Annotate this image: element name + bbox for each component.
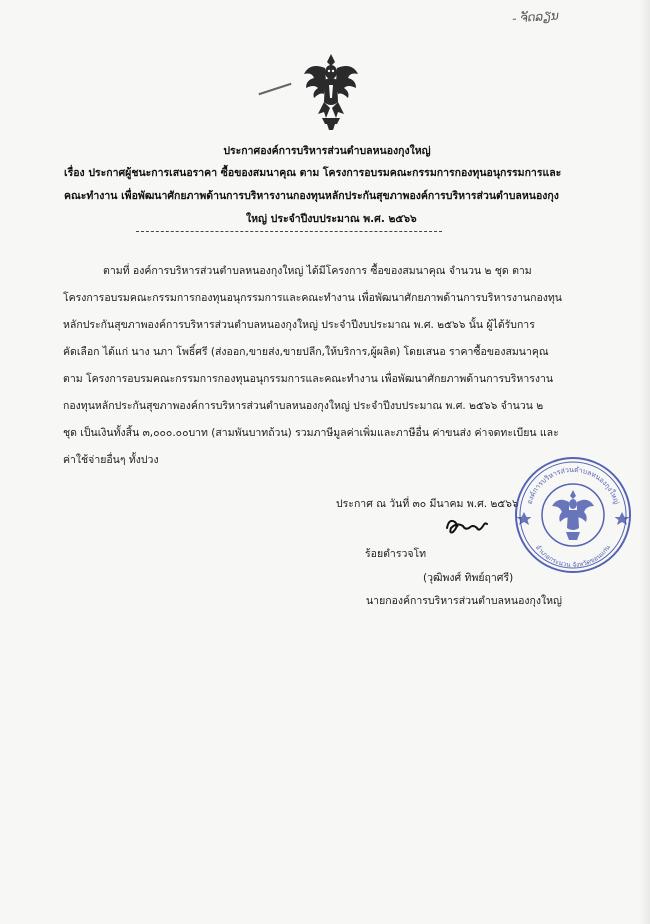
body-line-5: ตาม โครงการอบรมคณะกรรมการกองทุนอนุกรรมการและคณะทำงาน เพื่อพัฒนาศักยภาพด้านการบริหารงาน <box>63 373 554 385</box>
body-line-8: ค่าใช้จ่ายอื่นๆ ทั้งปวง <box>63 454 159 466</box>
garuda-emblem-icon <box>300 52 362 132</box>
body-line-1: ตามที่ องค์การบริหารส่วนตำบลหนองกุงใหญ่ ได้มีโครงการ ซื้อของสมนาคุณ จำนวน ๒ ชุด ตาม <box>103 265 532 277</box>
org-title: ประกาศองค์การบริหารส่วนตำบลหนองกุงใหญ่ <box>223 145 431 157</box>
signer-rank: ร้อยตำรวจโท <box>365 548 427 560</box>
subject-line-1: เรื่อง ประกาศผู้ชนะการเสนอราคา ซื้อของสมนาคุณ ตาม โครงการอบรมคณะกรรมการกองทุนอนุกรรมการและ <box>64 167 562 179</box>
handwritten-note: - ຈັດລຽນ <box>511 8 560 26</box>
announcement-date: ประกาศ ณ วันที่ ๓๐ มีนาคม พ.ศ. ๒๕๖๖ <box>336 498 519 510</box>
svg-text:องค์การบริหารส่วนตำบลหนองกุงให: องค์การบริหารส่วนตำบลหนองกุงใหญ่ <box>525 465 621 506</box>
separator-line <box>136 231 442 232</box>
body-line-6: กองทุนหลักประกันสุขภาพองค์การบริหารส่วนตำบลหนองกุงใหญ่ ประจำปีงบประมาณ พ.ศ. ๒๕๖๖ จำนวน ๒ <box>63 400 544 412</box>
signature-icon <box>443 514 491 540</box>
body-line-4: คัดเลือก ได้แก่ นาง นภา โพธิ์ศรี (ส่งออก,ขายส่ง,ขายปลีก,ให้บริการ,ผู้ผลิต) โดยเสนอ ราคาซื้อของสมนาคุณ <box>63 346 549 358</box>
pen-mark <box>259 83 292 95</box>
subject-line-3: ใหญ่ ประจำปีงบประมาณ พ.ศ. ๒๕๖๖ <box>246 213 417 225</box>
scan-shadow <box>640 0 650 924</box>
body-line-3: หลักประกันสุขภาพองค์การบริหารส่วนตำบลหนองกุงใหญ่ ประจำปีงบประมาณ พ.ศ. ๒๕๖๖ นั้น ผู้ได้รับการ <box>63 319 535 331</box>
body-line-7: ชุด เป็นเงินทั้งสิ้น ๓,๐๐๐.๐๐บาท (สามพันบาทถ้วน) รวมภาษีมูลค่าเพิ่มและภาษีอื่น ค่าขนส่ง ค่าจดทะเบียน และ <box>63 427 559 439</box>
body-line-2: โครงการอบรมคณะกรรมการกองทุนอนุกรรมการและคณะทำงาน เพื่อพัฒนาศักยภาพด้านการบริหารงานกองทุน <box>63 292 562 304</box>
official-stamp-icon <box>512 452 634 578</box>
signer-name: (วุฒิพงศ์ ทิพย์ฤาศรี) <box>423 572 514 584</box>
subject-line-2: คณะทำงาน เพื่อพัฒนาศักยภาพด้านการบริหารงานกองทุนหลักประกันสุขภาพองค์การบริหารส่วนตำบลหนองกุง <box>64 190 559 202</box>
signer-position: นายกองค์การบริหารส่วนตำบลหนองกุงใหญ่ <box>366 595 563 607</box>
svg-text:อำเภอกระนวน จังหวัดขอนแก่น: อำเภอกระนวน จังหวัดขอนแก่น <box>533 543 613 570</box>
